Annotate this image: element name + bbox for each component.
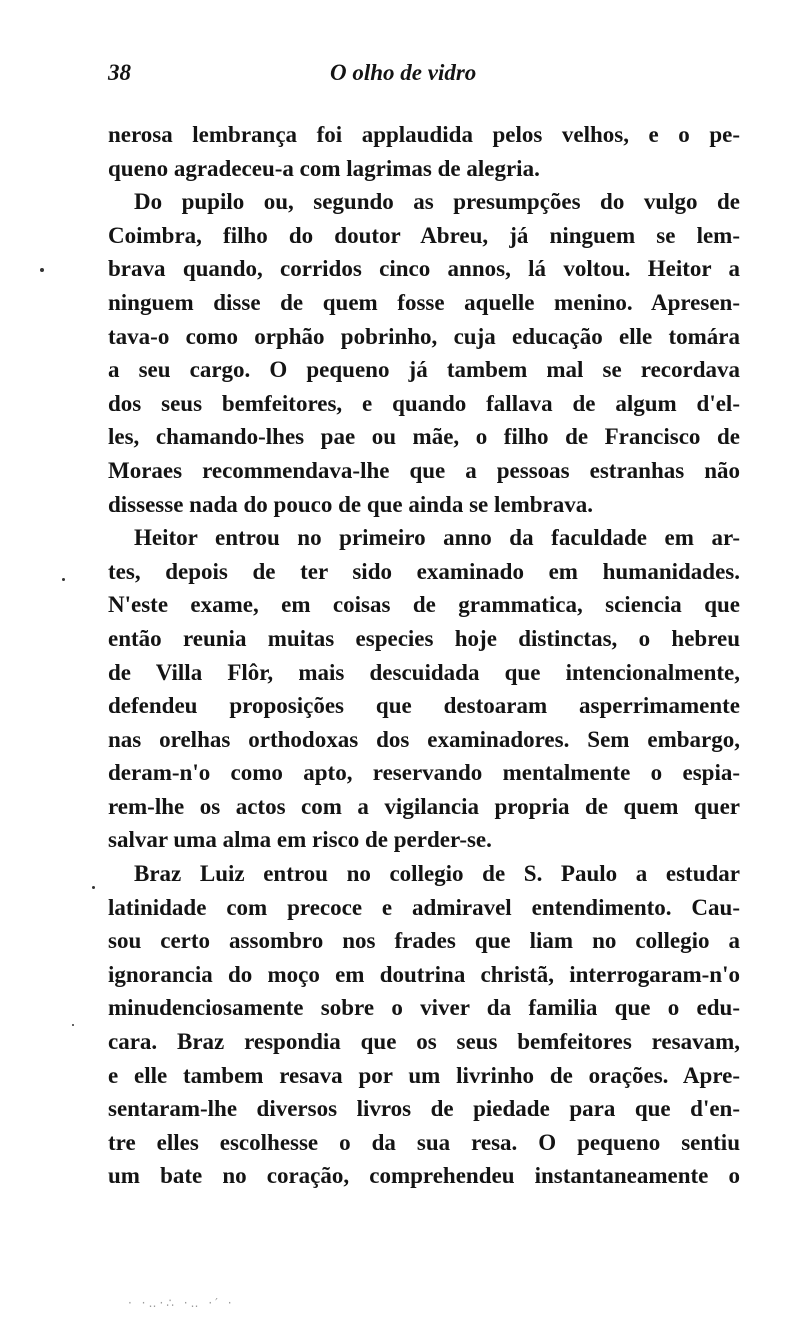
scan-speck <box>62 578 65 581</box>
text-line: latinidade com precoce e admiravel entendimento. Cau- <box>108 894 740 920</box>
text-line: rem-lhe os actos com a vigilancia propria de quem quer <box>108 793 740 819</box>
scan-speck <box>92 886 95 889</box>
running-title: O olho de vidro <box>330 60 477 85</box>
text-line: Heitor entrou no primeiro anno da faculdade em ar- <box>134 525 740 551</box>
text-line: Do pupilo ou, segundo as presumpções do vulgo de <box>134 189 740 215</box>
text-line: tre elles escolhesse o da sua resa. O pequeno sentiu <box>108 1129 740 1155</box>
text-line: N'este exame, em coisas de grammatica, sciencia que <box>108 592 740 618</box>
text-line: defendeu proposições que destoaram asperrimamente <box>108 693 740 719</box>
text-line: de Villa Flôr, mais descuidada que intencionalmente, <box>108 659 740 685</box>
text-line: então reunia muitas especies hoje distinctas, o hebreu <box>108 625 740 651</box>
text-line: brava quando, corridos cinco annos, lá voltou. Heitor a <box>108 256 740 282</box>
text-line: nas orelhas orthodoxas dos examinadores. Sem embargo, <box>108 726 740 752</box>
text-line: minudenciosamente sobre o viver da familia que o edu- <box>108 995 740 1021</box>
text-line: Moraes recommendava-lhe que a pessoas estranhas não <box>108 457 740 483</box>
text-line: sou certo assombro nos frades que liam no collegio a <box>108 928 740 954</box>
scan-speck <box>72 1024 74 1026</box>
text-line: Braz Luiz entrou no collegio de S. Paulo a estudar <box>134 861 740 887</box>
text-line: les, chamando-lhes pae ou mãe, o filho de Francisco de <box>108 424 740 450</box>
body-text <box>108 118 740 1193</box>
scan-speck <box>40 268 44 272</box>
text-line: a seu cargo. O pequeno já tambem mal se recordava <box>108 357 740 383</box>
text-line: e elle tambem resava por um livrinho de orações. Apre- <box>108 1062 740 1088</box>
page-header <box>108 60 740 96</box>
text-line: nerosa lembrança foi applaudida pelos velhos, e o pe- <box>108 122 740 147</box>
text-line: cara. Braz respondia que os seus bemfeitores resavam, <box>108 1029 740 1055</box>
text-line: dos seus bemfeitores, e quando fallava de algum d'el- <box>108 390 740 416</box>
text-line: deram-n'o como apto, reservando mentalmente o espia- <box>108 760 740 786</box>
text-line: tes, depois de ter sido examinado em humanidades. <box>108 558 740 584</box>
text-line: Coimbra, filho do doutor Abreu, já ninguem se lem- <box>108 222 740 248</box>
scan-smudge: · ·‥·∴ ·‥ ·′ · <box>128 1296 235 1310</box>
page-number: 38 <box>108 60 131 85</box>
text-line: queno agradeceu-a com lagrimas de alegria. <box>108 155 540 181</box>
text-line: um bate no coração, comprehendeu instantaneamente o <box>108 1163 740 1189</box>
text-line: tava-o como orphão pobrinho, cuja educação elle tomára <box>108 323 740 349</box>
text-line: salvar uma alma em risco de perder-se. <box>108 827 492 853</box>
text-line: ninguem disse de quem fosse aquelle menino. Apresen- <box>108 289 740 315</box>
text-line: ignorancia do moço em doutrina christã, interrogaram-n'o <box>108 961 740 987</box>
text-line: dissesse nada do pouco de que ainda se lembrava. <box>108 491 593 517</box>
text-line: sentaram-lhe diversos livros de piedade para que d'en- <box>108 1096 740 1122</box>
